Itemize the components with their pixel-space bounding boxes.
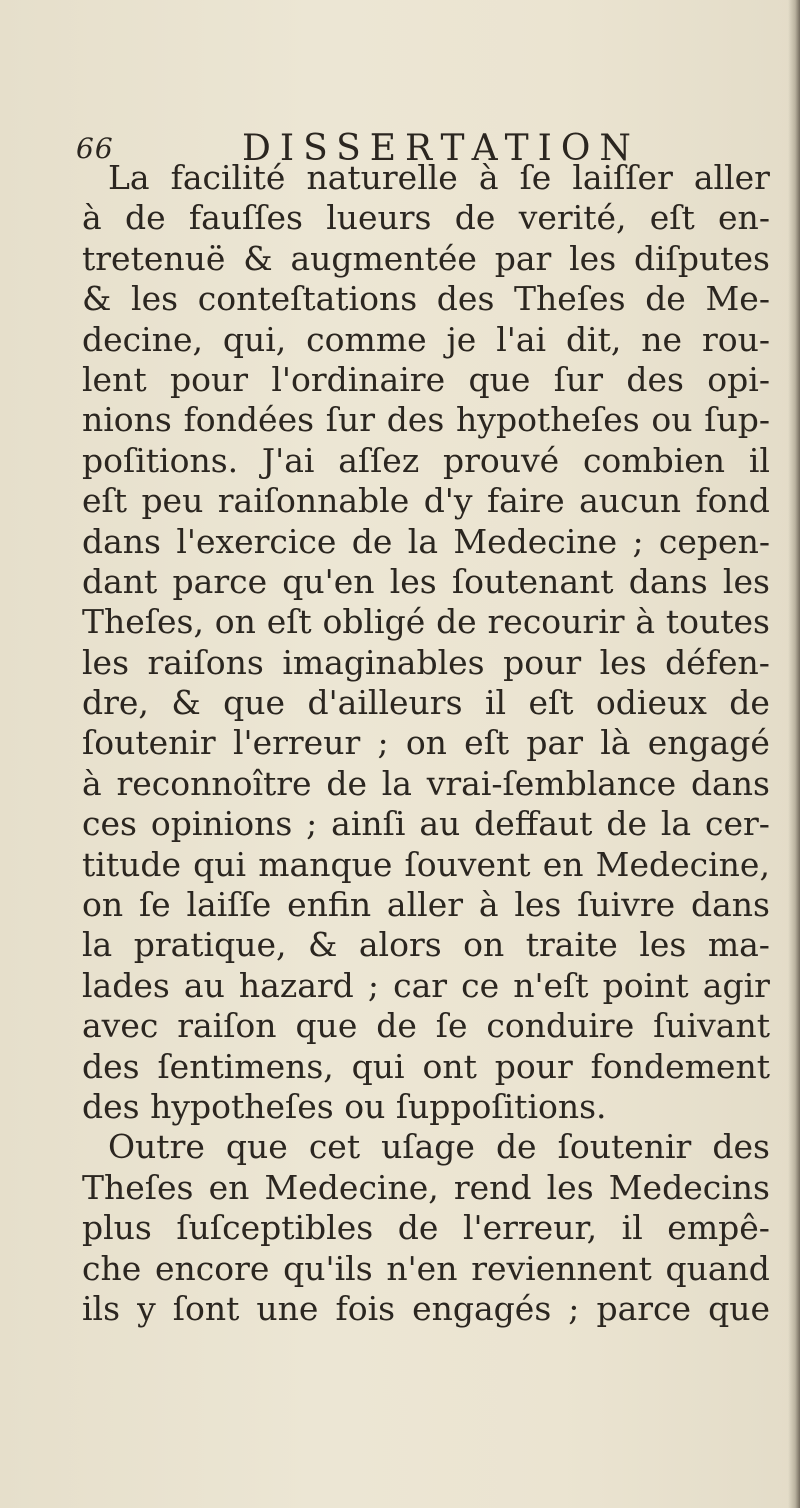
text-line: à de fauſſes lueurs de verité, eſt en- — [82, 198, 770, 238]
text-line: des ſentimens, qui ont pour fondement — [82, 1046, 770, 1086]
text-line: ſoutenir l'erreur ; on eſt par là engagé — [82, 723, 770, 763]
text-line: Theſes en Medecine, rend les Medecins — [82, 1167, 770, 1207]
text-line: La facilité naturelle à ſe laiſſer aller — [108, 158, 770, 197]
text-line: Outre que cet uſage de ſoutenir des — [108, 1127, 770, 1167]
text-line: ils y ſont une fois engagés ; parce que — [82, 1288, 770, 1328]
text-line: eſt peu raiſonnable d'y faire aucun fond — [82, 481, 770, 521]
text-line: & les conteſtations des Theſes de Me- — [82, 279, 770, 319]
text-line: dans l'exercice de la Medecine ; cepen- — [82, 521, 770, 561]
text-line: des hypotheſes ou ſuppoſitions. — [82, 1086, 607, 1126]
text-line: nions fondées ſur des hypotheſes ou ſup- — [82, 400, 770, 440]
text-line: lent pour l'ordinaire que ſur des opi- — [82, 359, 770, 399]
running-head: DISSERTATION — [242, 128, 640, 169]
text-line: plus ſuſceptibles de l'erreur, il empê- — [82, 1208, 770, 1248]
text-line: tretenuë & augmentée par les diſputes — [82, 238, 770, 278]
text-line: decine, qui, comme je l'ai dit, ne rou- — [82, 319, 770, 359]
text-line: les raiſons imaginables pour les défen- — [82, 642, 770, 682]
text-line: titude qui manque ſouvent en Medecine, — [82, 844, 770, 884]
text-line: ces opinions ; ainſi au deffaut de la cer- — [82, 804, 770, 844]
body-text — [82, 158, 770, 1329]
text-line: dre, & que d'ailleurs il eſt odieux de — [82, 683, 770, 723]
text-line: à reconnoître de la vrai-ſemblance dans — [82, 763, 770, 803]
page-edge-shadow — [788, 0, 800, 1508]
text-line: lades au hazard ; car ce n'eſt point agir — [82, 965, 770, 1005]
text-line: avec raiſon que de ſe conduire ſuivant — [82, 1006, 770, 1046]
text-line: Theſes, on eſt obligé de recourir à toutes — [82, 602, 770, 642]
text-line: che encore qu'ils n'en reviennent quand — [82, 1248, 770, 1288]
text-line: on ſe laiſſe enfin aller à les ſuivre dans — [82, 885, 770, 925]
text-line: la pratique, & alors on traite les ma- — [82, 925, 770, 965]
text-line: dant parce qu'en les ſoutenant dans les — [82, 561, 770, 601]
page-number: 66 — [76, 132, 114, 165]
text-line: poſitions. J'ai aſſez prouvé combien il — [82, 440, 770, 480]
